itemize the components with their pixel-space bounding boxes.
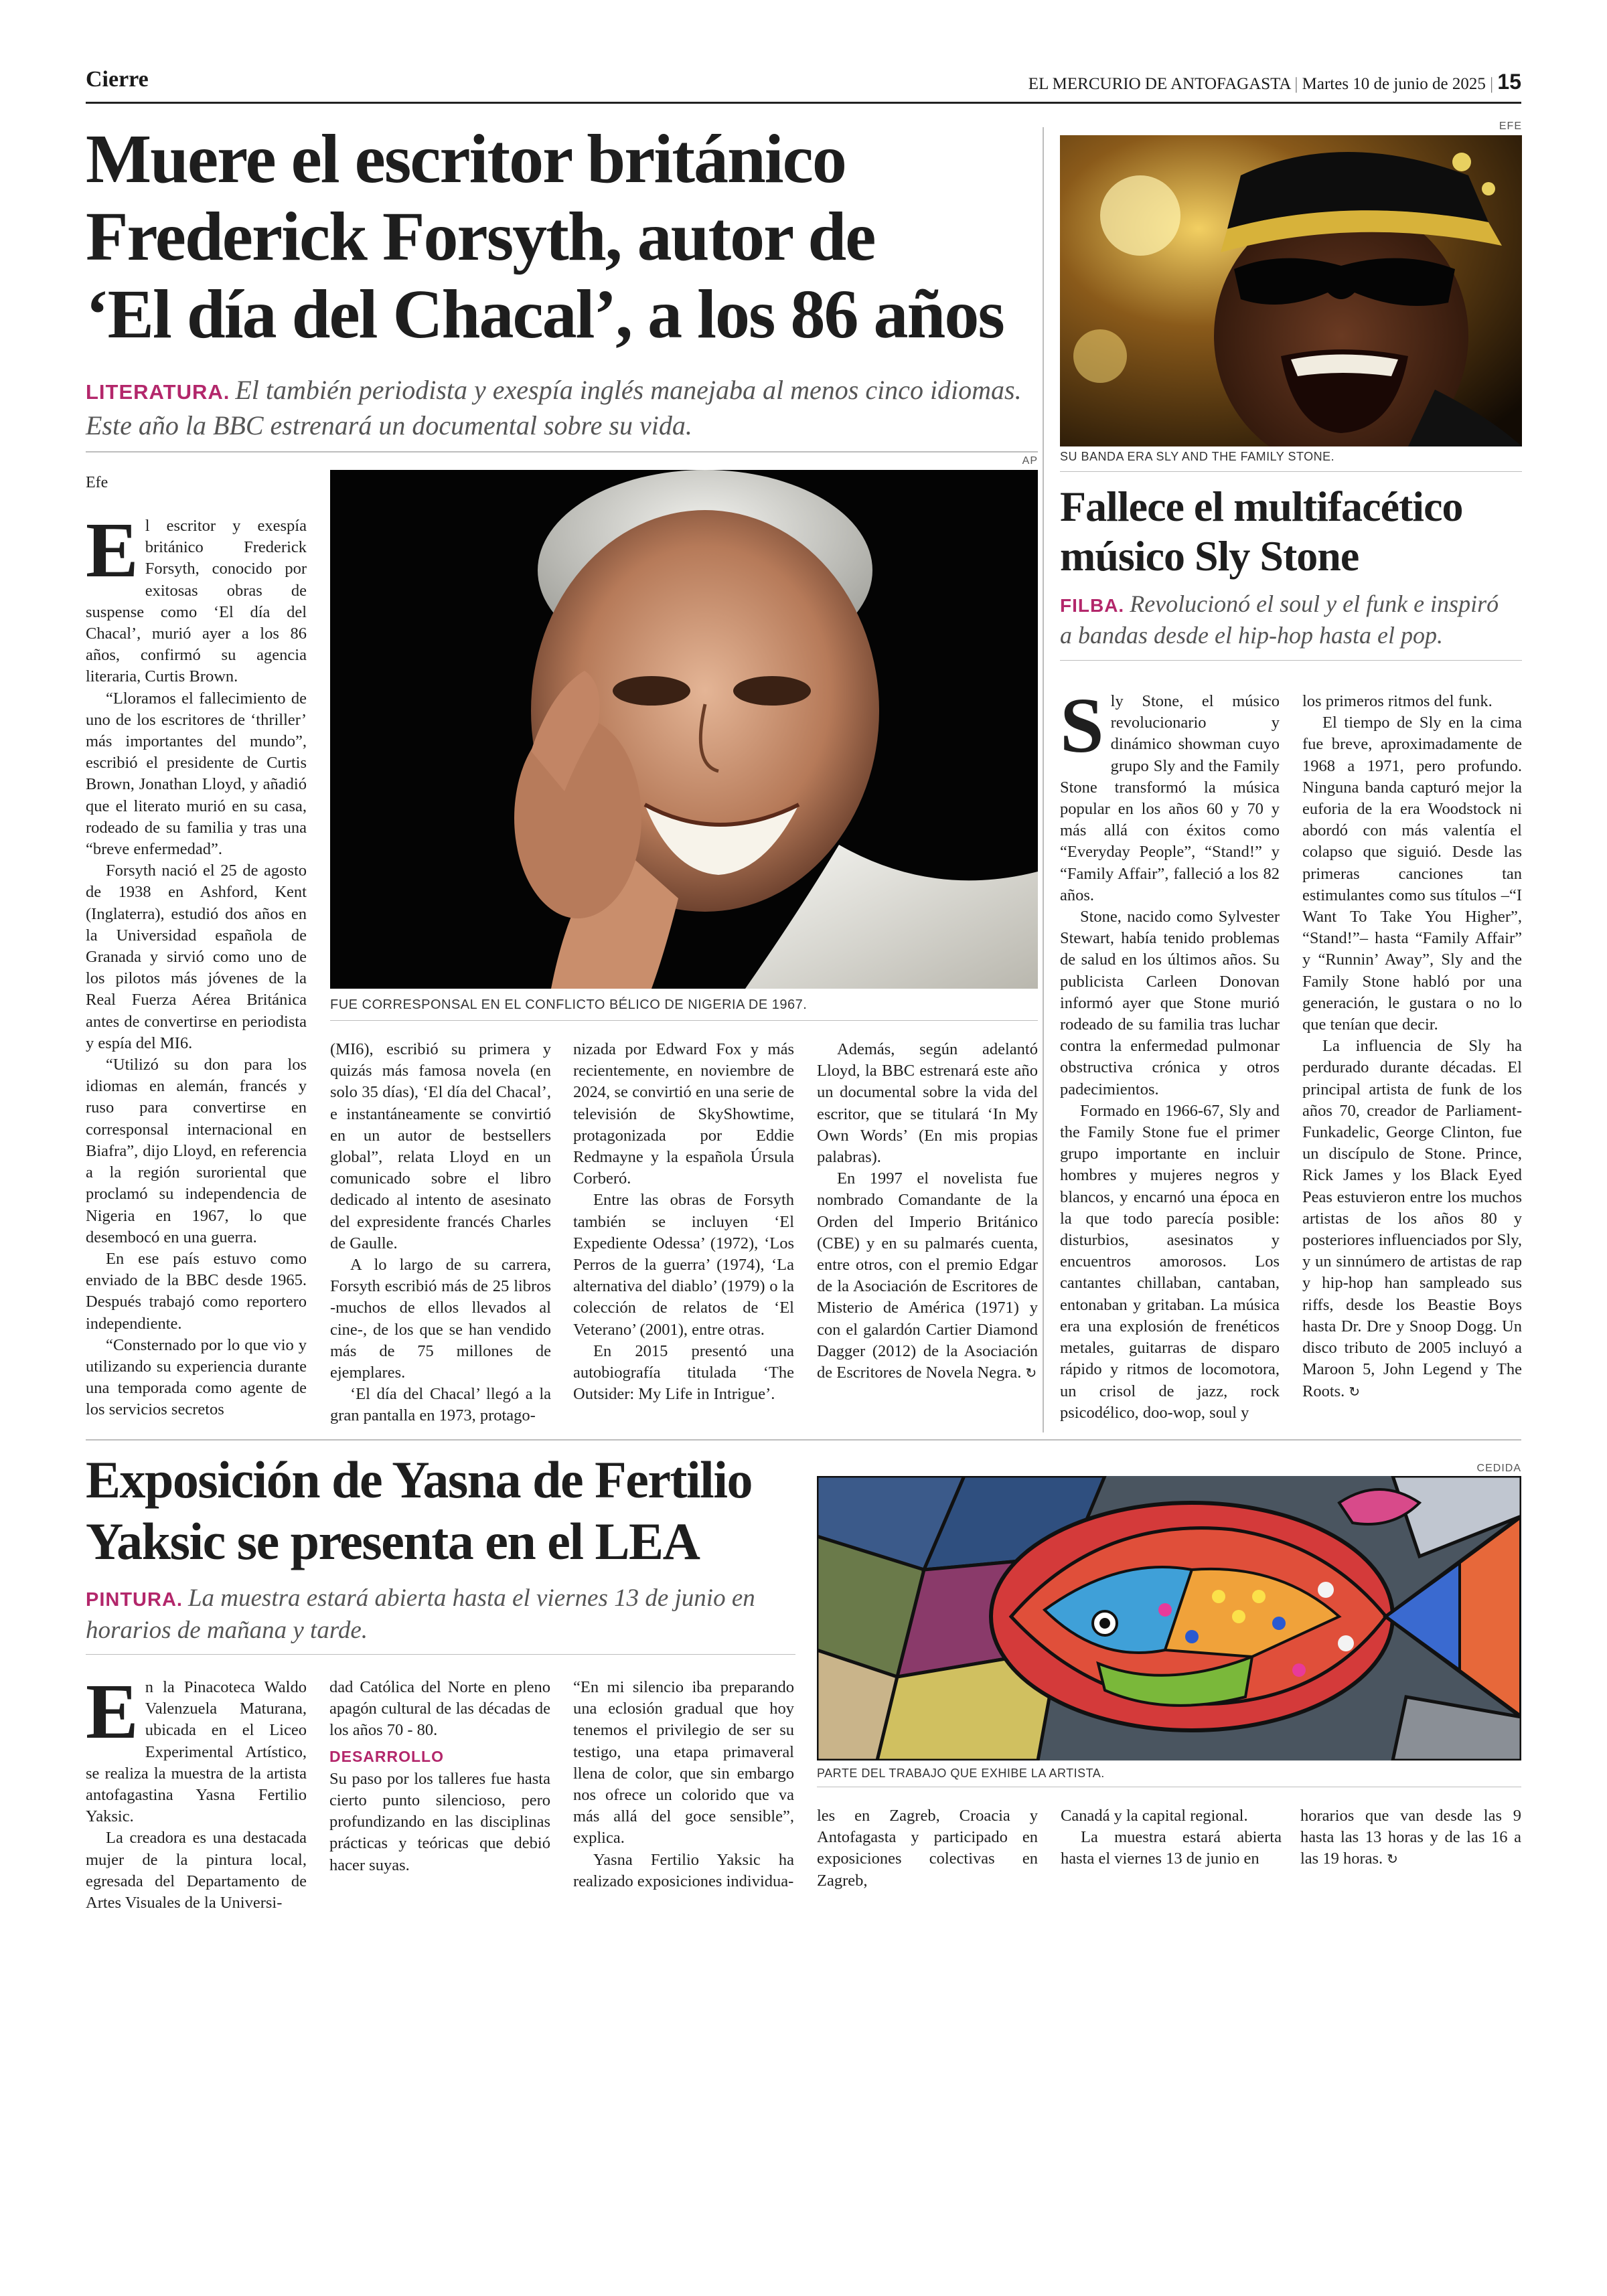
section-name: Cierre: [86, 67, 149, 92]
slystone-headline: [1060, 482, 1522, 581]
slystone-photo: [1060, 135, 1522, 446]
forsyth-paragraph: En 2015 presentó una autobiografía titulada ‘The Outsider: My Life in Intrigue’.: [573, 1341, 794, 1404]
slystone-kicker: FILBA.: [1060, 595, 1125, 616]
forsyth-deck-rule: [86, 451, 1038, 453]
slystone-photo-credit: EFE: [1499, 120, 1522, 132]
slystone-deck-text: Revolucionó el soul y el funk e inspiró a bandas desde el hip-hop hasta el pop.: [1060, 590, 1499, 649]
yasna-painting-illustration: [817, 1476, 1521, 1760]
yasna-paragraph-text: horarios que van desde las 9 hasta las 13 horas y de las 16 a las 19 horas.: [1300, 1807, 1521, 1868]
column-divider: [1043, 127, 1044, 1432]
slystone-paragraph-text: ly Stone, el músico revolucionario y dinámico showman cuyo grupo Sly and the Family Stone transformó la música popular en los años 60 y 70 y más allá con éxitos como “Everyday People”, “Stand!” y “Family Affair”, falleció a los 82 años.: [1060, 692, 1280, 904]
yasna-column-3: [573, 1677, 794, 1892]
page-number: 15: [1497, 70, 1521, 94]
forsyth-headline: [86, 120, 1038, 353]
yasna-photo: [817, 1476, 1521, 1760]
slystone-portrait-illustration: [1060, 135, 1522, 446]
slystone-paragraph-text: La influencia de Sly ha perdurado durante décadas. El principal artista de funk de los años 70, creador de Parliament-Funkadelic, George Clinton, fue un discípulo de Stone. Prince, Rick James y los Black Eyed Peas estuvieron entre los muchos artistas de los años 80 y posteriores influenciados por Sly, y un sinnúmero de artistas de rap y hip-hop han sampleado sus riffs, desde los Beastie Boys hasta Dr. Dre y Snoop Dogg. Un disco tributo de 2005 incluyó a Maroon 5, John Legend y The Roots.: [1302, 1037, 1522, 1400]
forsyth-paragraph-text: l escritor y exespía británico Frederick Forsyth, conocido por exitosas obras de suspense como ‘El día del Chacal’, murió ayer a los 86 años, confirmó su agencia literaria, Curtis Brown.: [86, 517, 307, 686]
yasna-paragraph: Su paso por los talleres fue hasta cierto punto silencioso, pero profundizando en las disciplinas prácticas y teóricas que debió hacer suyas.: [329, 1769, 550, 1874]
slystone-headline-line: músico Sly Stone: [1060, 532, 1359, 580]
forsyth-paragraph-text: En 1997 el novelista fue nombrado Comandante de la Orden del Imperio Británico (CBE) y en su palmarés cuenta, entre otros, con el premio Edgar de la Asociación de Escritores de Misterio de América (1971) y con el galardón Cartier Diamond Dagger (2012) de la Asociación de Escritores de Novela Negra.: [817, 1169, 1038, 1382]
forsyth-portrait-illustration: [330, 470, 1038, 989]
yasna-paragraph: Canadá y la capital regional.: [1061, 1807, 1248, 1825]
slystone-paragraph: [1060, 681, 1280, 906]
yasna-kicker: PINTURA.: [86, 1589, 183, 1611]
yasna-article: [86, 1449, 1521, 1918]
publication-name: EL MERCURIO DE ANTOFAGASTA: [1028, 75, 1291, 93]
yasna-deck: [86, 1583, 795, 1646]
forsyth-column-4: [817, 1039, 1038, 1384]
end-mark-icon: ↻: [1349, 1383, 1361, 1400]
forsyth-byline: Efe: [86, 474, 108, 491]
forsyth-photo: [330, 470, 1038, 989]
yasna-column-1: [86, 1667, 307, 1914]
slystone-article: [1060, 120, 1522, 1432]
yasna-deck-text: La muestra estará abierta hasta el viernes 13 de junio en horarios de mañana y tarde.: [86, 1584, 755, 1644]
yasna-paragraph: dad Católica del Norte en pleno apagón cultural de las décadas de los años 70 - 80.: [329, 1678, 550, 1740]
yasna-column-4: [817, 1805, 1038, 1892]
end-mark-icon: ↻: [1025, 1365, 1037, 1382]
forsyth-headline-line: Frederick Forsyth, autor de: [86, 198, 875, 275]
yasna-paragraph-text: n la Pinacoteca Waldo Valenzuela Maturana, ubicada en el Liceo Experimental Artístico, se realiza la muestra de la artista antofagastina Yasna Fertilio Yaksic.: [86, 1678, 307, 1826]
forsyth-kicker: LITERATURA.: [86, 380, 230, 404]
forsyth-deck-text: El también periodista y exespía inglés manejaba al menos cinco idiomas. Este año la BBC estrenará un documental sobre su vida.: [86, 375, 1022, 440]
forsyth-paragraph: Además, según adelantó Lloyd, la BBC estrenará este año un documental sobre la vida del escritor, que se titulará ‘In My Own Words’ (En mis propias palabras).: [817, 1040, 1038, 1167]
section-divider: [86, 1439, 1521, 1441]
yasna-paragraph: La muestra estará abierta hasta el viernes 13 de junio en: [1061, 1828, 1282, 1868]
forsyth-paragraph: Forsyth nació el 25 de agosto de 1938 en Ashford, Kent (Inglaterra), estudió dos años en la Universidad española de Granada y sirvió como uno de los pilotos más jóvenes de la Real Fuerza Aérea Británica antes de convertirse en periodista y espía del MI6.: [86, 862, 307, 1052]
forsyth-paragraph: “Lloramos el fallecimiento de uno de los escritores de ‘thriller’ más importantes del mundo”, escribió el presidente de Curtis Brown, Jonathan Lloyd, y añadió que el literato murió en su casa, rodeado de su familia y tras una “breve enfermedad”.: [86, 689, 307, 859]
slystone-caption-rule: [1060, 471, 1522, 472]
yasna-paragraph: [1300, 1805, 1521, 1870]
forsyth-column-3: [573, 1039, 794, 1405]
forsyth-paragraph: nizada por Edward Fox y más recientemente, en noviembre de 2024, se convirtió en una serie de televisión de SkyShowtime, protagonizada por Eddie Redmayne y la española Úrsula Corberó.: [573, 1040, 794, 1188]
yasna-column-6: [1300, 1805, 1521, 1870]
forsyth-headline-line: ‘El día del Chacal’, a los 86 años: [86, 276, 1004, 353]
masthead: EL MERCURIO DE ANTOFAGASTA | Martes 10 de junio de 2025 | 15: [1028, 70, 1521, 94]
yasna-paragraph: Yasna Fertilio Yaksic ha realizado exposiciones individua-: [573, 1850, 794, 1890]
header-rule: [86, 102, 1521, 104]
forsyth-paragraph: A lo largo de su carrera, Forsyth escribió más de 25 libros -muchos de ellos llevados al cine-, de los que se han vendido más de 75 millones de ejemplares.: [330, 1256, 551, 1382]
forsyth-column-1: [86, 506, 307, 1421]
forsyth-paragraph: [86, 506, 307, 688]
yasna-paragraph: La creadora es una destacada mujer de la pintura local, egresada del Departamento de Artes Visuales de la Universi-: [86, 1829, 307, 1912]
slystone-paragraph: Formado en 1966-67, Sly and the Family Stone fue el primer grupo importante en incluir hombres y mujeres negros y blancos, y encarnó una época en la que todo parecía posible: disturbios, asesinatos y encuentros amorosos. Los cantantes chillaban, cantaban, entonaban y gritaban. La música era una explosión de frenéticos metales, guitarras de disparo rápido y ritmos de locomotora, un crisol de jazz, rock psicodélico, doo-wop, soul y: [1060, 1101, 1280, 1422]
slystone-column-1: [1060, 681, 1280, 1424]
yasna-paragraph: les en Zagreb, Croacia y Antofagasta y participado en exposiciones colectivas en Zagreb,: [817, 1807, 1038, 1890]
slystone-column-2: [1302, 691, 1522, 1402]
yasna-paragraph: “En mi silencio iba preparando una eclosión gradual que hoy tenemos el privilegio de ser su testigo, una etapa primaveral llena de color, que sin embargo nos ofrece un colorido que va más allá del goce sensible”, explica.: [573, 1678, 794, 1848]
forsyth-paragraph: En ese país estuvo como enviado de la BBC desde 1965. Después trabajó como reportero independiente.: [86, 1249, 307, 1333]
yasna-photo-caption: PARTE DEL TRABAJO QUE EXHIBE LA ARTISTA.: [817, 1767, 1105, 1780]
yasna-photo-credit: CEDIDA: [1476, 1463, 1521, 1474]
yasna-headline-line: Yaksic se presenta en el LEA: [86, 1512, 700, 1570]
forsyth-article: [86, 120, 1038, 1432]
slystone-deck-rule: [1060, 660, 1522, 661]
yasna-column-5: [1061, 1805, 1282, 1870]
end-mark-icon: ↻: [1387, 1851, 1398, 1868]
yasna-paragraph: [86, 1667, 307, 1827]
forsyth-dropcap: E: [86, 506, 139, 594]
slystone-deck: [1060, 589, 1515, 650]
forsyth-caption-rule: [330, 1020, 1038, 1021]
slystone-paragraph: los primeros ritmos del funk.: [1302, 692, 1493, 710]
yasna-deck-rule: [86, 1654, 795, 1655]
slystone-paragraph: El tiempo de Sly en la cima fue breve, aproximadamente de 1968 a 1971, pero profundo. Ninguna banda capturó mejor la euforia de la era Woodstock ni abordó con más valentía el colapso que siguió. Desde las primeras canciones tan estimulantes como sus títulos –“I Want To Take You Higher”, “Stand!”– hasta “Family Affair” y “Runnin’ Away”, Sly and the Family Stone habló por una generación, le gustara o no lo que tenían que decir.: [1302, 714, 1522, 1034]
forsyth-paragraph: “Consternado por lo que vio y utilizando su experiencia durante una temporada como agente de los servicios secretos: [86, 1335, 307, 1419]
yasna-column-2: [329, 1677, 550, 1876]
slystone-paragraph: [1302, 1036, 1522, 1402]
forsyth-paragraph: ‘El día del Chacal’ llegó a la gran pantalla en 1973, protago-: [330, 1385, 551, 1425]
forsyth-photo-caption: FUE CORRESPONSAL EN EL CONFLICTO BÉLICO DE NIGERIA DE 1967.: [330, 997, 808, 1012]
issue-date: Martes 10 de junio de 2025: [1302, 75, 1486, 93]
slystone-photo-caption: SU BANDA ERA SLY AND THE FAMILY STONE.: [1060, 450, 1335, 463]
forsyth-photo-credit: AP: [1022, 455, 1038, 467]
slystone-paragraph: Stone, nacido como Sylvester Stewart, había tenido problemas de salud en los últimos años. Su publicista Carleen Donovan informó ayer que Stone murió rodeado de su familia tras luchar contra la enfermedad pulmonar obstructiva crónica y otros padecimientos.: [1060, 908, 1280, 1098]
slystone-dropcap: S: [1060, 681, 1104, 769]
forsyth-paragraph: (MI6), escribió su primera y quizás más famosa novela (en solo 35 días), ‘El día del Chacal’, e instantáneamente se convirtió en un autor de bestsellers global”, relata Lloyd en un comunicado sobre el libro dedicado al intento de asesinato del expresidente francés Charles de Gaulle.: [330, 1040, 551, 1252]
yasna-headline-line: Exposición de Yasna de Fertilio: [86, 1451, 752, 1509]
forsyth-paragraph: “Utilizó su don para los idiomas en alemán, francés y ruso para convertirse en corresponsal internacional en Biafra”, dijo Lloyd, en referencia a la región suroriental que proclamó su independencia de Nigeria en 1967, lo que desembocó en una guerra.: [86, 1056, 307, 1246]
forsyth-paragraph: [817, 1168, 1038, 1384]
forsyth-paragraph: Entre las obras de Forsyth también se incluyen ‘El Expediente Odessa’ (1972), ‘Los Perros de la guerra’ (1974), ‘La alternativa del diablo’ (1979) o la colección de relatos de ‘El Veterano’ (2001), entre otras.: [573, 1191, 794, 1339]
forsyth-deck: [86, 374, 1023, 442]
forsyth-headline-line: Muere el escritor británico: [86, 120, 846, 197]
yasna-subhead: DESARROLLO: [329, 1747, 444, 1765]
slystone-headline-line: Fallece el multifacético: [1060, 483, 1463, 530]
yasna-dropcap: E: [86, 1667, 139, 1755]
forsyth-column-2: [330, 1039, 551, 1427]
yasna-headline: [86, 1449, 795, 1572]
